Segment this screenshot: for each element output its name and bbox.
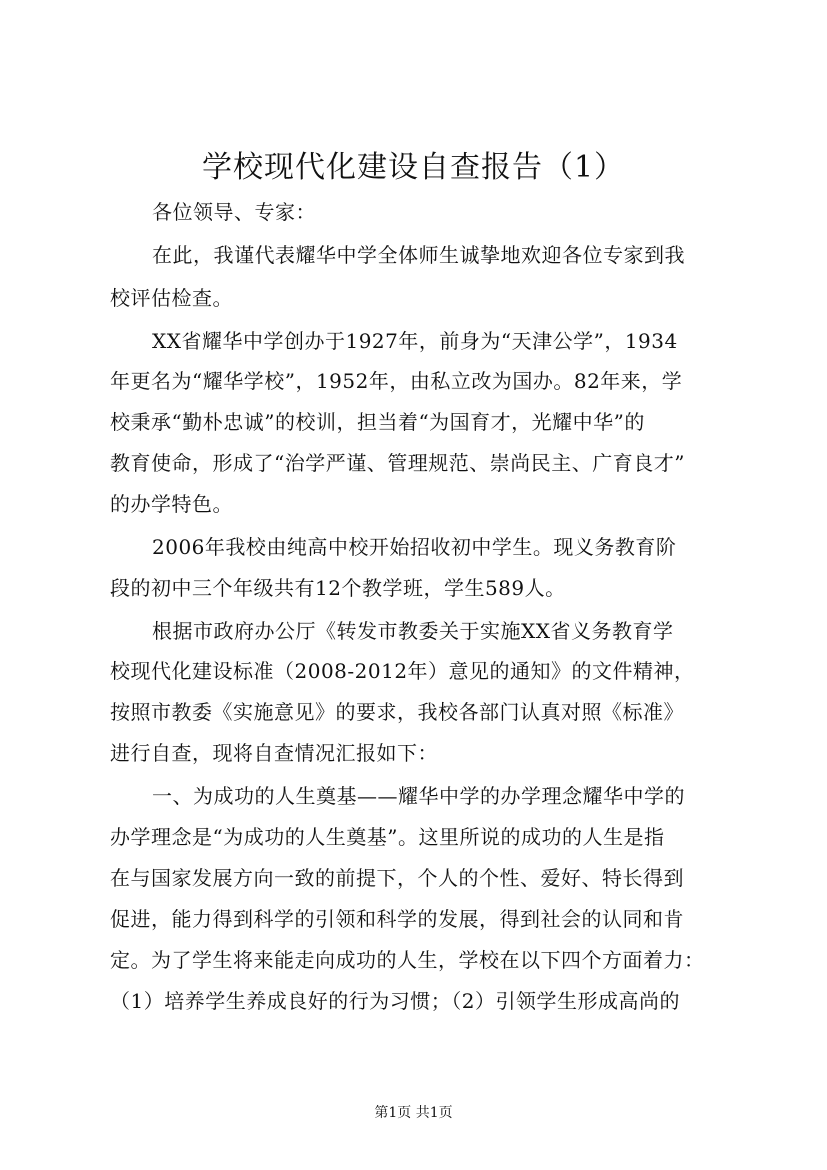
body-text-line: 定。为了学生将来能走向成功的人生，学校在以下四个方面着力： [110,948,705,972]
page-footer: 第1页 共1页 [374,1105,453,1121]
section-heading-line: 一、为成功的人生奠基——耀华中学的办学理念耀华中学的 [152,784,685,808]
body-text-line: 校现代化建设标准（2008-2012年）意见的通知》的文件精神， [110,659,695,683]
body-text-line: 按照市教委《实施意见》的要求，我校各部门认真对照《标准》 [110,700,684,724]
body-text-line: 促进，能力得到科学的引领和科学的发展，得到社会的认同和肯 [110,907,684,931]
document-title: 学校现代化建设自查报告（1） [201,150,626,185]
body-text-line: 教育使命，形成了“治学严谨、管理规范、崇尚民主、广育良才” [110,451,685,475]
salutation-line: 各位领导、专家： [152,200,316,224]
body-text-line: （1）培养学生养成良好的行为习惯；（2）引领学生形成高尚的 [110,989,680,1013]
body-text-line: 校秉承“勤朴忠诚”的校训，担当着“为国育才，光耀中华”的 [110,410,645,434]
body-text-line: XX省耀华中学创办于1927年，前身为“天津公学”，1934 [152,329,678,353]
body-text-line: 年更名为“耀华学校”，1952年，由私立改为国办。82年来，学 [110,369,683,393]
body-text-line: 在与国家发展方向一致的前提下，个人的个性、爱好、特长得到 [110,866,684,890]
body-text-line: 段的初中三个年级共有12个教学班，学生589人。 [110,576,566,600]
body-text-line: 进行自查，现将自查情况汇报如下： [110,741,438,765]
body-text-line: 2006年我校由纯高中校开始招收初中学生。现义务教育阶 [152,535,677,559]
body-text-line: 校评估检查。 [110,286,233,310]
body-text-line: 的办学特色。 [110,492,233,516]
body-text-line: 办学理念是“为成功的人生奠基”。这里所说的成功的人生是指 [110,825,665,849]
body-text-line: 在此，我谨代表耀华中学全体师生诚挚地欢迎各位专家到我 [152,243,685,267]
body-text-line: 根据市政府办公厅《转发市教委关于实施XX省义务教育学 [152,619,674,643]
